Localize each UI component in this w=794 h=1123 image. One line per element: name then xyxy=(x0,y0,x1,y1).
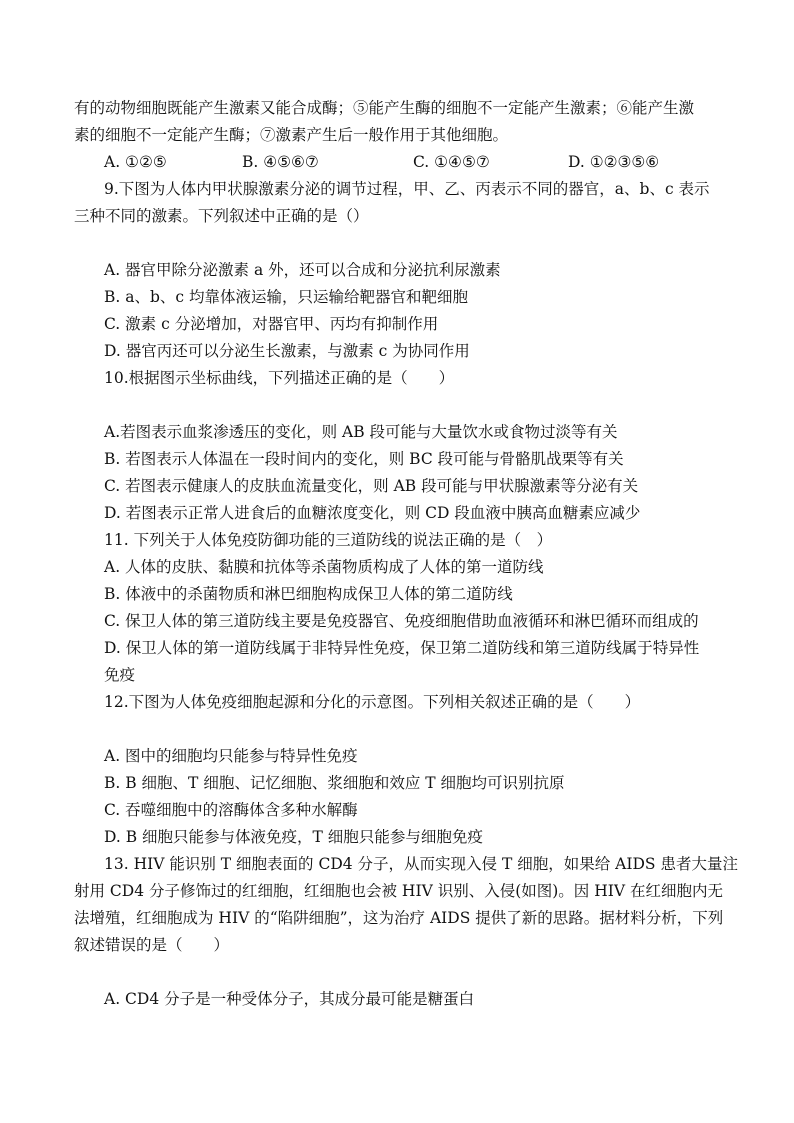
q11-option-d: D. 保卫人体的第一道防线属于非特异性免疫，保卫第二道防线和第三道防线属于特异性 xyxy=(104,639,700,657)
q9-option-b: B. a、b、c 均靠体液运输，只运输给靶器官和靶细胞 xyxy=(104,288,469,306)
q9-option-d: D. 器官丙还可以分泌生长激素，与激素 c 为协同作用 xyxy=(104,342,470,360)
q12-option-d: D. B 细胞只能参与体液免疫，T 细胞只能参与细胞免疫 xyxy=(104,828,483,846)
q13-stem-3: 法增殖，红细胞成为 HIV 的“陷阱细胞”，这为治疗 AIDS 提供了新的思路。据材料分析，下列 xyxy=(74,909,724,927)
q9-option-a: A. 器官甲除分泌激素 a 外，还可以合成和分泌抗利尿激素 xyxy=(104,261,501,279)
q10-stem: 10.根据图示坐标曲线，下列描述正确的是（ ） xyxy=(104,369,455,387)
q9-stem-2: 三种不同的激素。下列叙述中正确的是（） xyxy=(74,207,369,225)
option-d: D. ①②③⑤⑥ xyxy=(568,153,660,171)
q9-option-c: C. 激素 c 分泌增加，对器官甲、丙均有抑制作用 xyxy=(104,315,439,333)
q11-option-c: C. 保卫人体的第三道防线主要是免疫器官、免疫细胞借助血液循环和淋巴循环而组成的 xyxy=(104,612,699,630)
q12-stem: 12.下图为人体免疫细胞起源和分化的示意图。下列相关叙述正确的是（ ） xyxy=(104,693,641,711)
q11-stem: 11. 下列关于人体免疫防御功能的三道防线的说法正确的是（ ） xyxy=(104,531,553,549)
q12-option-b: B. B 细胞、T 细胞、记忆细胞、浆细胞和效应 T 细胞均可识别抗原 xyxy=(104,774,565,792)
intro-line-1: 有的动物细胞既能产生激素又能合成酶；⑤能产生酶的细胞不一定能产生激素；⑥能产生激 xyxy=(74,99,695,117)
q10-option-b: B. 若图表示人体温在一段时间内的变化，则 BC 段可能与骨骼肌战栗等有关 xyxy=(104,450,624,468)
q13-option-a: A. CD4 分子是一种受体分子，其成分最可能是糖蛋白 xyxy=(104,990,475,1008)
option-c: C. ①④⑤⑦ xyxy=(413,153,490,171)
q13-stem-1: 13. HIV 能识别 T 细胞表面的 CD4 分子，从而实现入侵 T 细胞，如果给 AIDS 患者大量注 xyxy=(104,855,738,873)
q11-option-a: A. 人体的皮肤、黏膜和抗体等杀菌物质构成了人体的第一道防线 xyxy=(104,558,544,576)
intro-options-row xyxy=(104,151,704,173)
q13-stem-2: 射用 CD4 分子修饰过的红细胞，红细胞也会被 HIV 识别、入侵(如图)。因 HIV 在红细胞内无 xyxy=(74,882,723,900)
option-b: B. ④⑤⑥⑦ xyxy=(242,153,319,171)
intro-line-2: 素的细胞不一定能产生酶；⑦激素产生后一般作用于其他细胞。 xyxy=(74,126,509,144)
q10-option-a: A.若图表示血浆渗透压的变化，则 AB 段可能与大量饮水或食物过淡等有关 xyxy=(104,423,618,441)
q12-option-a: A. 图中的细胞均只能参与特异性免疫 xyxy=(104,747,358,765)
q10-option-c: C. 若图表示健康人的皮肤血流量变化，则 AB 段可能与甲状腺激素等分泌有关 xyxy=(104,477,639,495)
q12-option-c: C. 吞噬细胞中的溶酶体含多种水解酶 xyxy=(104,801,358,819)
q11-option-b: B. 体液中的杀菌物质和淋巴细胞构成保卫人体的第二道防线 xyxy=(104,585,513,603)
q13-stem-4: 叙述错误的是（ ） xyxy=(74,936,230,954)
q10-option-d: D. 若图表示正常人进食后的血糖浓度变化，则 CD 段血液中胰高血糖素应减少 xyxy=(104,504,641,522)
q9-stem-1: 9.下图为人体内甲状腺激素分泌的调节过程，甲、乙、丙表示不同的器官，a、b、c 表示 xyxy=(104,180,710,198)
q11-option-d-continued: 免疫 xyxy=(104,666,136,684)
option-a: A. ①②⑤ xyxy=(104,153,167,171)
